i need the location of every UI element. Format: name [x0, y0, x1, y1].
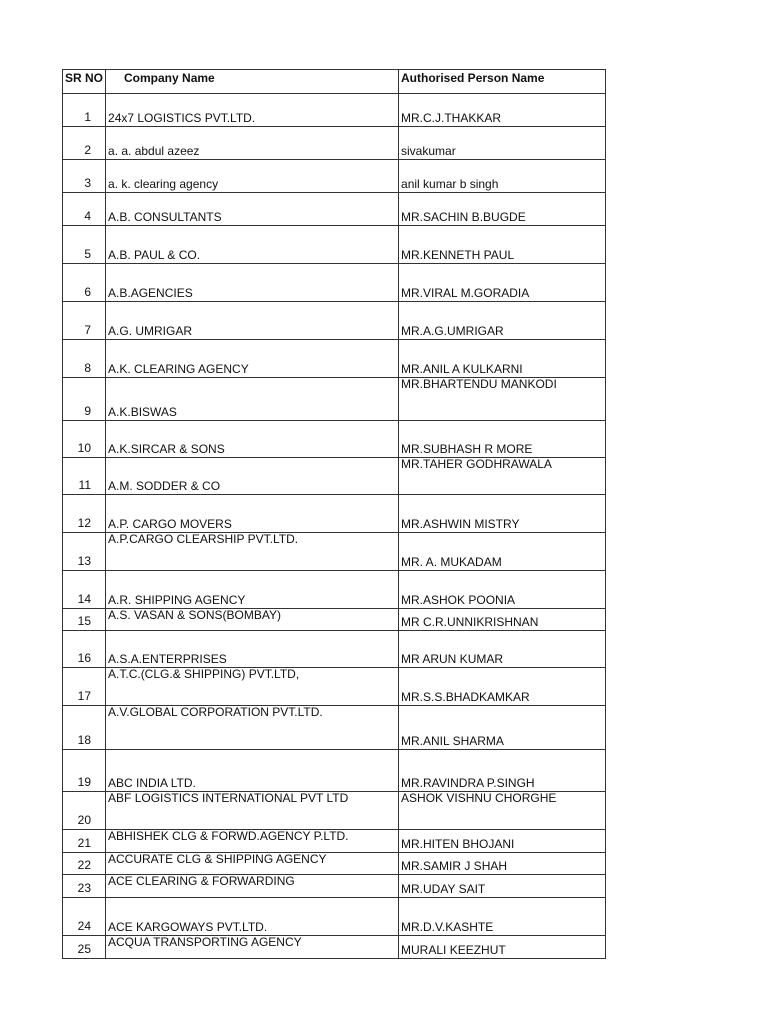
company-name: A.R. SHIPPING AGENCY — [108, 594, 246, 607]
authorised-person-cell — [399, 875, 606, 898]
authorised-person: anil kumar b singh — [401, 178, 499, 191]
table-row — [63, 571, 606, 609]
company-name-cell — [106, 226, 399, 264]
authorised-person-cell — [399, 193, 606, 226]
authorised-person-cell — [399, 264, 606, 302]
company-name: A.T.C.(CLG.& SHIPPING) PVT.LTD, — [108, 668, 300, 681]
sr-no-cell: 25 — [63, 936, 106, 959]
sr-no-cell: 18 — [63, 706, 106, 750]
table-row — [63, 533, 606, 571]
authorised-person-cell — [399, 94, 606, 127]
authorised-person: MR.SAMIR J SHAH — [401, 860, 508, 873]
table-row — [63, 458, 606, 495]
company-name: A.K.SIRCAR & SONS — [108, 443, 225, 456]
sr-no-cell: 1 — [63, 94, 106, 127]
authorised-person-cell — [399, 668, 606, 706]
company-name: A.K.BISWAS — [108, 406, 177, 419]
sr-no-cell: 24 — [63, 898, 106, 936]
authorised-person-cell — [399, 853, 606, 875]
table-row — [63, 609, 606, 631]
company-name-cell — [106, 264, 399, 302]
authorised-person-cell — [399, 792, 606, 830]
table-row — [63, 898, 606, 936]
sr-no-cell: 17 — [63, 668, 106, 706]
authorised-person: MR.ASHWIN MISTRY — [401, 518, 520, 531]
authorised-person-cell — [399, 571, 606, 609]
authorised-person: MR.S.S.BHADKAMKAR — [401, 691, 530, 704]
sr-no-cell: 21 — [63, 830, 106, 853]
company-name-cell — [106, 668, 399, 706]
company-name: 24x7 LOGISTICS PVT.LTD. — [108, 112, 256, 125]
company-name-cell — [106, 792, 399, 830]
company-name-cell — [106, 571, 399, 609]
table-row — [63, 792, 606, 830]
sr-no-cell: 13 — [63, 533, 106, 571]
authorised-person: MR.A.G.UMRIGAR — [401, 325, 504, 338]
sr-no-cell: 9 — [63, 378, 106, 421]
authorised-person: MR. A. MUKADAM — [401, 556, 502, 569]
company-name-cell — [106, 127, 399, 160]
company-name-cell — [106, 875, 399, 898]
header-authorised-person: Authorised Person Name — [399, 70, 606, 94]
authorised-person-cell — [399, 706, 606, 750]
table-row — [63, 875, 606, 898]
company-name: ACQUA TRANSPORTING AGENCY — [108, 936, 302, 949]
authorised-person-cell — [399, 302, 606, 340]
authorised-person-cell — [399, 458, 606, 495]
company-name-cell — [106, 458, 399, 495]
company-name-cell — [106, 302, 399, 340]
authorised-person: MR.KENNETH PAUL — [401, 249, 515, 262]
authorised-person: MR.ASHOK POONIA — [401, 594, 516, 607]
authorised-person: ASHOK VISHNU CHORGHE — [401, 792, 557, 805]
table-row — [63, 706, 606, 750]
sr-no-cell: 15 — [63, 609, 106, 631]
sr-no-cell: 14 — [63, 571, 106, 609]
company-name-cell — [106, 94, 399, 127]
company-name: A.M. SODDER & CO — [108, 480, 221, 493]
company-name-cell — [106, 750, 399, 792]
authorised-person: MR.RAVINDRA P.SINGH — [401, 777, 535, 790]
company-name-cell — [106, 378, 399, 421]
company-name: A.V.GLOBAL CORPORATION PVT.LTD. — [108, 706, 323, 719]
sr-no-cell: 4 — [63, 193, 106, 226]
header-sr-no: SR NO — [63, 70, 106, 94]
sr-no-cell: 10 — [63, 421, 106, 458]
authorised-person: MR.SACHIN B.BUGDE — [401, 211, 526, 224]
company-name: ABF LOGISTICS INTERNATIONAL PVT LTD — [108, 792, 349, 805]
sr-no-cell: 3 — [63, 160, 106, 193]
company-name: A.B.AGENCIES — [108, 287, 193, 300]
sr-no-cell: 20 — [63, 792, 106, 830]
company-name: A.S. VASAN & SONS(BOMBAY) — [108, 609, 281, 622]
authorised-person-cell — [399, 340, 606, 378]
authorised-person-cell — [399, 378, 606, 421]
sr-no-cell: 7 — [63, 302, 106, 340]
company-name-cell — [106, 936, 399, 959]
header-row — [63, 70, 606, 94]
sr-no-cell: 16 — [63, 631, 106, 668]
authorised-person: MR.TAHER GODHRAWALA — [401, 458, 552, 471]
company-name: A.B. CONSULTANTS — [108, 211, 222, 224]
sr-no-cell: 22 — [63, 853, 106, 875]
table-row — [63, 264, 606, 302]
sr-no-cell: 12 — [63, 495, 106, 533]
table-row — [63, 750, 606, 792]
table-row — [63, 631, 606, 668]
authorised-person: MR.ANIL SHARMA — [401, 735, 504, 748]
company-name: a. a. abdul azeez — [108, 145, 200, 158]
company-name-cell — [106, 853, 399, 875]
company-name-cell — [106, 609, 399, 631]
table-row — [63, 421, 606, 458]
table-row — [63, 127, 606, 160]
table-row — [63, 830, 606, 853]
company-name-cell — [106, 421, 399, 458]
company-name-cell — [106, 160, 399, 193]
company-name: ACCURATE CLG & SHIPPING AGENCY — [108, 853, 327, 866]
company-name: A.S.A.ENTERPRISES — [108, 653, 227, 666]
company-name: ACE KARGOWAYS PVT.LTD. — [108, 921, 268, 934]
authorised-person-cell — [399, 936, 606, 959]
company-name: ABC INDIA LTD. — [108, 777, 196, 790]
sr-no-cell: 8 — [63, 340, 106, 378]
authorised-person: MR.D.V.KASHTE — [401, 921, 494, 934]
sr-no-cell: 6 — [63, 264, 106, 302]
header-company-name: Company Name — [106, 70, 399, 94]
authorised-person-cell — [399, 609, 606, 631]
company-name: A.P.CARGO CLEARSHIP PVT.LTD. — [108, 533, 299, 546]
sr-no-cell: 5 — [63, 226, 106, 264]
sr-no-cell: 23 — [63, 875, 106, 898]
table-row — [63, 936, 606, 959]
company-name: A.B. PAUL & CO. — [108, 249, 201, 262]
authorised-person: MR.C.J.THAKKAR — [401, 112, 502, 125]
authorised-person-cell — [399, 421, 606, 458]
table-row — [63, 302, 606, 340]
company-name: A.G. UMRIGAR — [108, 325, 193, 338]
company-name-cell — [106, 533, 399, 571]
table-row — [63, 226, 606, 264]
authorised-person: MR.ANIL A KULKARNI — [401, 363, 523, 376]
authorised-person: MURALI KEEZHUT — [401, 944, 506, 957]
authorised-person-cell — [399, 127, 606, 160]
table-body — [63, 94, 606, 959]
company-name: A.P. CARGO MOVERS — [108, 518, 232, 531]
authorised-person: sivakumar — [401, 145, 456, 158]
authorised-person: MR.SUBHASH R MORE — [401, 443, 533, 456]
table-row — [63, 668, 606, 706]
company-table — [62, 69, 606, 959]
authorised-person: MR ARUN KUMAR — [401, 653, 504, 666]
company-name: ACE CLEARING & FORWARDING — [108, 875, 295, 888]
table-row — [63, 853, 606, 875]
company-name-cell — [106, 898, 399, 936]
authorised-person-cell — [399, 495, 606, 533]
company-name-cell — [106, 193, 399, 226]
company-name: A.K. CLEARING AGENCY — [108, 363, 249, 376]
company-name-cell — [106, 495, 399, 533]
authorised-person-cell — [399, 631, 606, 668]
company-name-cell — [106, 830, 399, 853]
authorised-person-cell — [399, 750, 606, 792]
authorised-person: MR C.R.UNNIKRISHNAN — [401, 616, 539, 629]
company-name-cell — [106, 340, 399, 378]
company-name: ABHISHEK CLG & FORWD.AGENCY P.LTD. — [108, 830, 349, 843]
authorised-person-cell — [399, 533, 606, 571]
table-row — [63, 160, 606, 193]
table-row — [63, 378, 606, 421]
authorised-person-cell — [399, 830, 606, 853]
authorised-person: MR.BHARTENDU MANKODI — [401, 378, 557, 391]
authorised-person-cell — [399, 226, 606, 264]
table-row — [63, 340, 606, 378]
table-row — [63, 193, 606, 226]
sr-no-cell: 19 — [63, 750, 106, 792]
authorised-person-cell — [399, 898, 606, 936]
table-row — [63, 94, 606, 127]
authorised-person: MR.HITEN BHOJANI — [401, 838, 515, 851]
company-name-cell — [106, 706, 399, 750]
sr-no-cell: 2 — [63, 127, 106, 160]
sr-no-cell: 11 — [63, 458, 106, 495]
company-name: a. k. clearing agency — [108, 178, 219, 191]
company-name-cell — [106, 631, 399, 668]
authorised-person: MR.UDAY SAIT — [401, 883, 486, 896]
table-row — [63, 495, 606, 533]
authorised-person-cell — [399, 160, 606, 193]
authorised-person: MR.VIRAL M.GORADIA — [401, 287, 530, 300]
